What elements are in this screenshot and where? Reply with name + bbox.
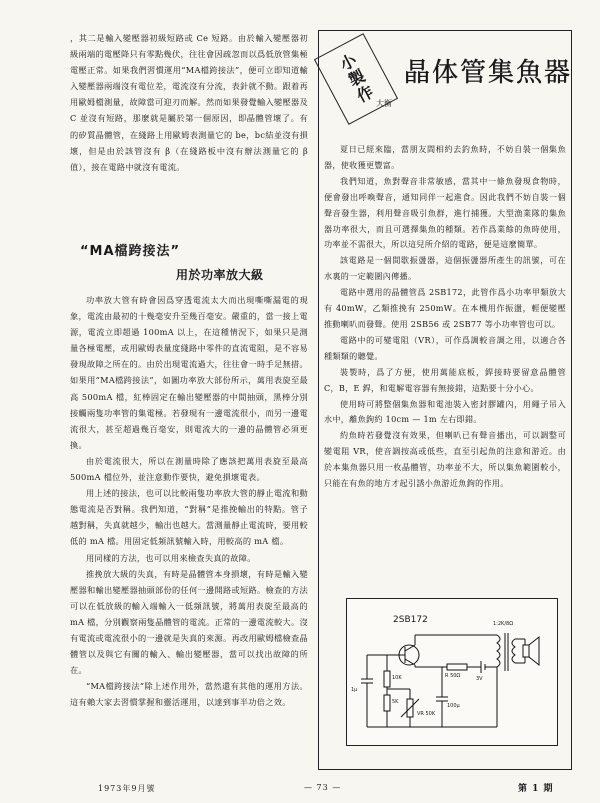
transformer-primary [497, 635, 500, 667]
section-subtitle: 用於功率放大級 [176, 268, 264, 282]
stamp-label: 小製作 [334, 50, 378, 108]
author: 大衡 [376, 99, 392, 108]
left-paragraph: 用上述的接法，也可以比較兩隻功率放大管的靜止電流和動態電流是否對稱。我們知道，“對稱”是推挽輸出的特點。管子越對稱，失真就越少，輸出也越大。當測量靜止電流時，要用較低的 mA 檔。用固定低頻訊號輸入時，用較高的 mA 檔。 [70, 488, 308, 547]
intro-paragraph: ，其二是輸入變壓器初級短路或 Ce 短路。由於輸入變壓器初級兩端的電壓降只有零點幾伏，往往會因疏忽而以爲低放管集極電壓正常。如果我們習慣運用“MA檔跨接法”，便可立即知道輸入變壓器兩端沒有電位差，電流沒有分流，表針就不動。跟着再用歐姆檔測量，故障當可迎刃而解。然而如果發覺輸入變壓器及 C 並沒有短路，那麼就是屬於第一個原因，即晶體管壞了。有的矽質晶體管，在綫路上用歐姆表測量它的 be，bc結並沒有損壞，但是由於該管沒有 β（在綫路板中沒有辦法測量它的 β 值），接在電路中就沒有電流。 [70, 33, 308, 172]
article-title: 晶体管集魚器 [404, 58, 573, 88]
article-paragraph: 使用時可將整個集魚器和電池裝入密封膠罐內，用繩子吊入水中，離魚鉤約 10cm — 1m 左右即錯。 [324, 398, 566, 425]
transistor-label: 2SB172 [393, 615, 428, 625]
column-stamp [314, 33, 398, 125]
left-column-intro [70, 30, 308, 175]
article-body [324, 142, 566, 492]
transformer-secondary [512, 639, 515, 663]
article-header [318, 30, 572, 134]
vr-label: VR 50K [417, 711, 436, 717]
left-paragraph: 推挽放大級的失真，有時是晶體管本身損壞，有時是輸入變壓器和輸出變壓器抽頭部份的任何一邊開路或短路。檢查的方法可以在低放級的輸入端輸入一低頻訊號，將萬用表旋至最高的 mA 檔，分別觀察兩隻晶體管的電流。正常的一邊電流較大。沒有電流或電流很小的一邊就是失真的來源。再改用歐姆檔檢查晶體管以及與它有關的輸入、輸出變壓器，當可以找出故障的所在。 [70, 568, 308, 676]
circuit-schematic [347, 599, 557, 745]
section-title: “MA檔跨接法” [80, 244, 181, 259]
article-paragraph: 電路中的可變電阻（VR），可作爲調較音調之用，以適合各種類類的聽覺。 [324, 334, 566, 361]
r1-label: 10K [392, 675, 402, 681]
article-paragraph: 電路中選用的晶體管爲 2SB172，此管作爲小功率甲類放大有 40mW，乙類推挽有 250mW。在本機用作振盪，輕便變壓推動喇叭而發聲。使用 2SB56 或 2SB77 等小功率管也可以。 [324, 287, 566, 329]
left-paragraph: 功率放大管有時會因爲穿透電流太大而出現嘶嘶漏電的現象，電流由最初的十幾毫安升至幾百毫安。嚴重的，當一接上電源，電流立即超過 100mA 以上，在這種情況下，如果只是測量各極電壓，或用歐姆表量度綫路中零件的直流電阻，是不容易發現故障之所在的。由於出現電流過大，往往會一時手足無措。如果用“MA檔跨接法”，如圖功率放大部份所示，萬用表旋至最高 500mA 檔，紅棒固定在輸出變壓器的中間抽頭，黑棒分別接觸兩隻功率管的集電極。若發現有一邊電流很小，而另一邊電流很大，甚至超過幾百毫安，則電流大的一邊的晶體管必須更換。 [70, 295, 308, 450]
battery-label: 3V [476, 676, 483, 682]
transformer-label: 1:2K/8Ω [493, 621, 514, 627]
left-paragraph: “MA檔跨接法”除上述作用外，當然還有其他的運用方法。這有賴大家去習慣掌握和靈活運用，以達到事半功倍之效。 [70, 681, 308, 708]
speaker [529, 637, 539, 665]
article-paragraph: 我們知道，魚對聲音非常敏感，當其中一條魚發現食物時，便會發出呼喚聲音，通知同伴一起進食。因此我們不妨自裝一個聲音發生器，利用聲音吸引魚群，進行捕獲。大型漁業隊的集魚器功率很大，而且可選擇集魚的種類。若作爲業餘的魚時使用，功率並不需很大，所以這兒所介紹的電路，便是這麼簡單。 [324, 175, 566, 250]
r2-label: 5K [392, 699, 399, 705]
article-paragraph: 約魚時若發覺沒有效果，但喇叭已有聲音播出，可以調整可變電阻 VR，使音調按高或低些，直至引起魚的注意和游近。由於本集魚器只用一枚晶體管，功率並不大，所以集魚範圍較小，只能在有魚的地方才起引誘小魚游近魚鉤的作用。 [324, 430, 566, 489]
circuit-diagram [346, 598, 558, 746]
footer-date: 1973年9月號 [98, 784, 156, 793]
left-paragraph: 由於電流很大，所以在測量時除了應該把萬用表旋至最高 500mA 檔位外，並注意動作要快，避免損壞電表。 [70, 455, 308, 483]
footer-page-number: — 73 — [304, 783, 342, 792]
cap-label: 1μ [351, 687, 358, 693]
cap2-label: 100μ [447, 703, 460, 709]
article-paragraph: 裝製時，爲了方便，使用萬能底板，銲接時要留意晶體管 C，B，E 銲，和電解電容器有無接錯，這點要十分小心。 [324, 366, 566, 393]
left-paragraph: 用同樣的方法，也可以用來檢查失真的故障。 [86, 552, 256, 563]
footer-issue: 第 1 期 [518, 784, 554, 794]
article-paragraph: 該電路是一個間歇振盪器，這個振盪器所產生的訊號，可在水裏的一定範圍內傳播。 [324, 255, 566, 282]
article-paragraph: 夏日已經來臨，當朋友間相約去釣魚時，不妨自裝一個集魚器，使收獲更豐富。 [324, 144, 566, 170]
series-resistor-label: R 50Ω [445, 673, 461, 679]
series-resistor [447, 664, 467, 670]
left-column-body [70, 292, 308, 710]
